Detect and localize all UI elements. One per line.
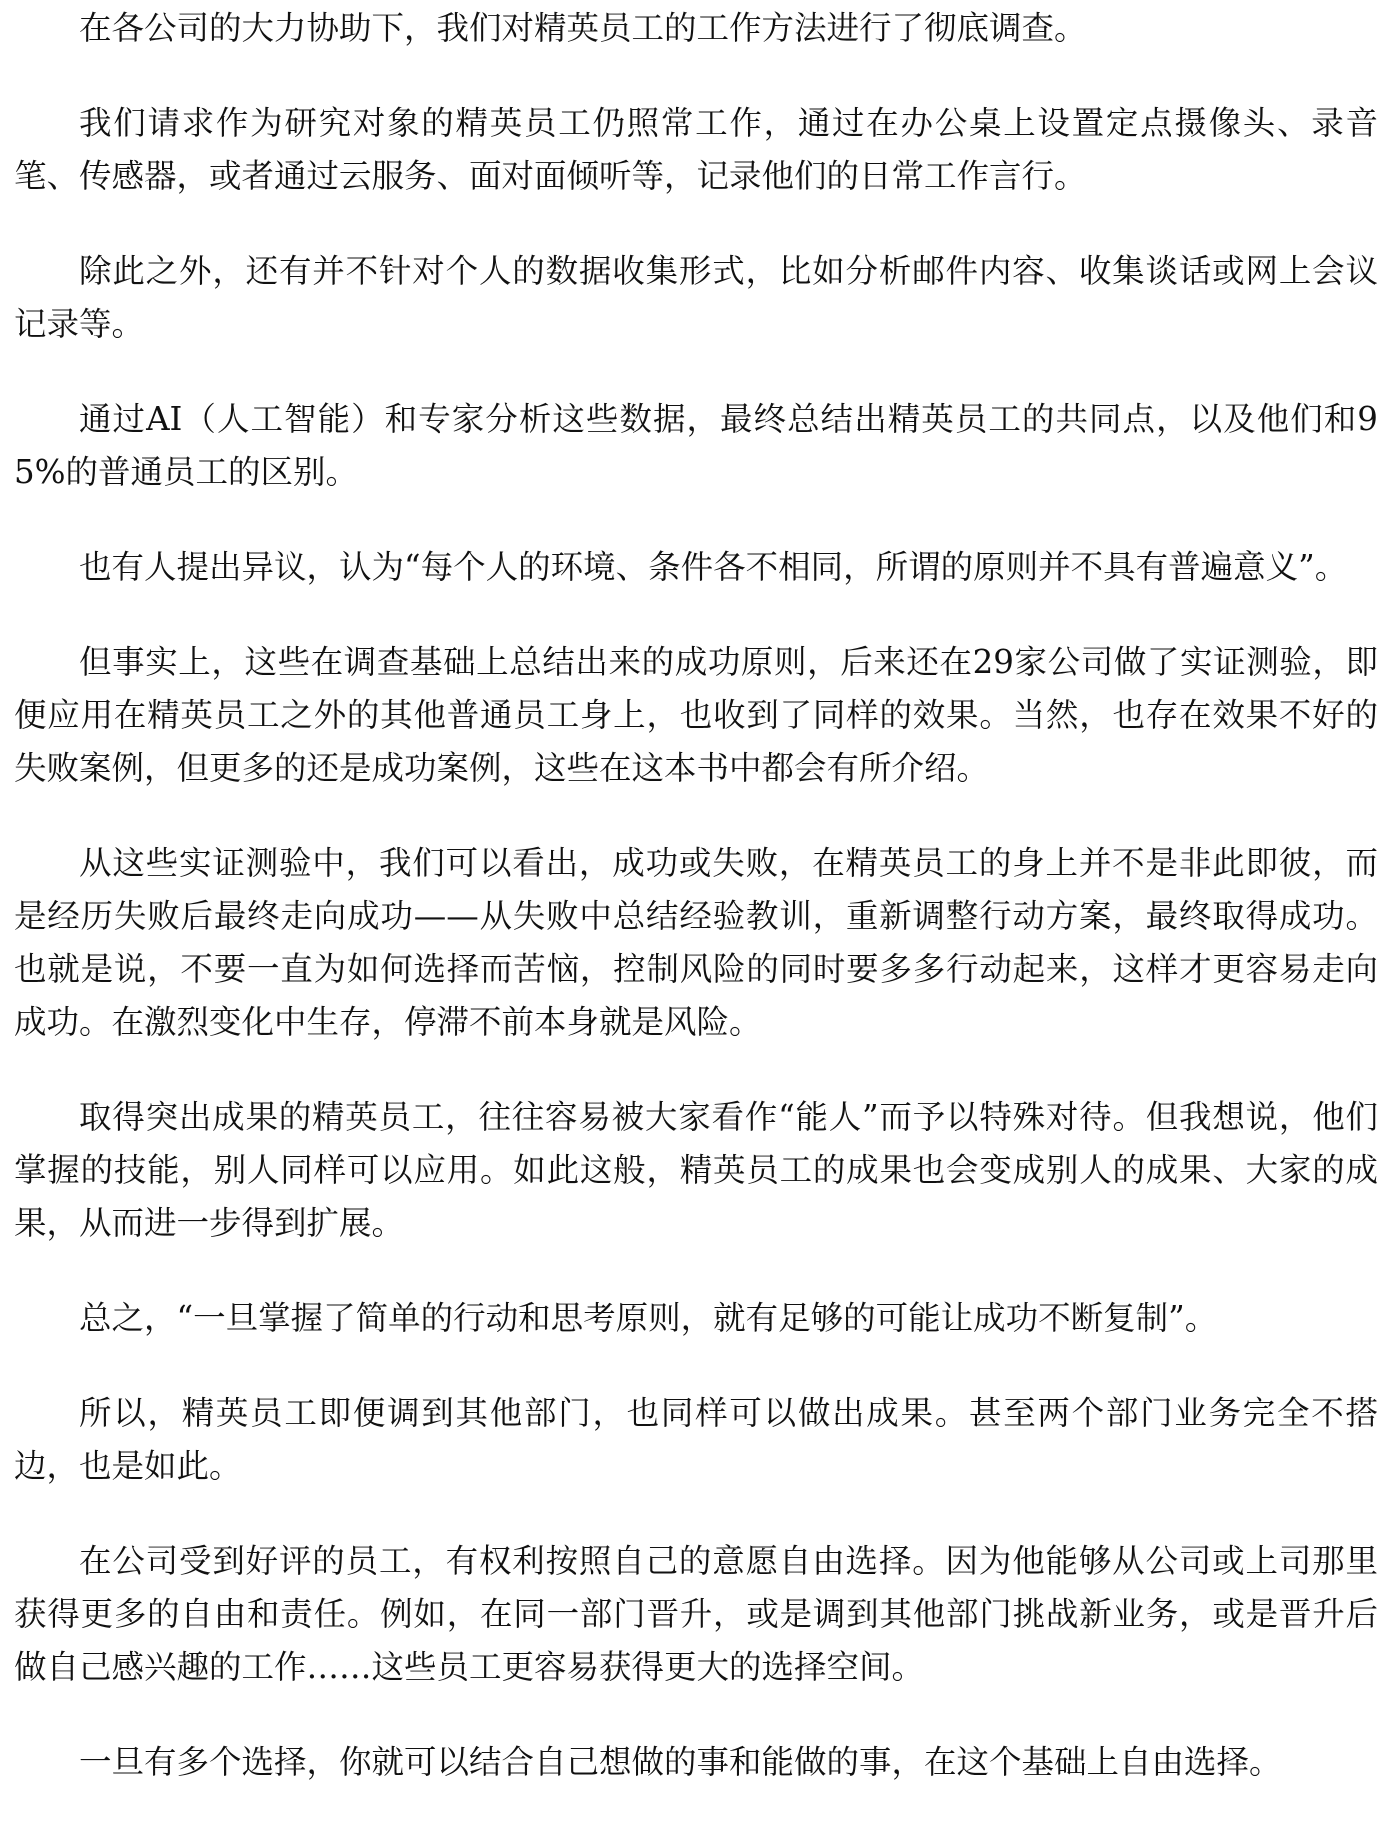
paragraph: 从这些实证测验中，我们可以看出，成功或失败，在精英员工的身上并不是非此即彼，而是经历失败后最终走向成功——从失败中总结经验教训，重新调整行动方案，最终取得成功。也就是说，不要一直为如何选择而苦恼，控制风险的同时要多多行动起来，这样才更容易走向成功。在激烈变化中生存，停滞不前本身就是风险。 [14,844,1378,1041]
paragraph: 我们请求作为研究对象的精英员工仍照常工作，通过在办公桌上设置定点摄像头、录音笔、传感器，或者通过云服务、面对面倾听等，记录他们的日常工作言行。 [14,104,1378,195]
paragraph: 取得突出成果的精英员工，往往容易被大家看作“能人”而予以特殊对待。但我想说，他们掌握的技能，别人同样可以应用。如此这般，精英员工的成果也会变成别人的成果、大家的成果，从而进一步得到扩展。 [14,1098,1378,1242]
paragraph: 一旦有多个选择，你就可以结合自己想做的事和能做的事，在这个基础上自由选择。 [79,1743,1282,1781]
paragraph: 除此之外，还有并不针对个人的数据收集形式，比如分析邮件内容、收集谈话或网上会议记录等。 [14,252,1378,343]
paragraph: 在各公司的大力协助下，我们对精英员工的工作方法进行了彻底调查。 [79,9,1087,47]
paragraph: 也有人提出异议，认为“每个人的环境、条件各不相同，所谓的原则并不具有普遍意义”。 [79,548,1348,586]
paragraph: 在公司受到好评的员工，有权利按照自己的意愿自由选择。因为他能够从公司或上司那里获得更多的自由和责任。例如，在同一部门晋升，或是调到其他部门挑战新业务，或是晋升后做自己感兴趣的工作……这些员工更容易获得更大的选择空间。 [14,1542,1378,1686]
paragraph: 总之，“一旦掌握了简单的行动和思考原则，就有足够的可能让成功不断复制”。 [79,1299,1218,1337]
paragraph: 所以，精英员工即便调到其他部门，也同样可以做出成果。甚至两个部门业务完全不搭边，也是如此。 [14,1394,1378,1485]
paragraph: 通过AI（人工智能）和专家分析这些数据，最终总结出精英员工的共同点，以及他们和95%的普通员工的区别。 [14,400,1378,491]
body-text [14,2,1378,1831]
paragraph: 但事实上，这些在调查基础上总结出来的成功原则，后来还在29家公司做了实证测验，即便应用在精英员工之外的其他普通员工身上，也收到了同样的效果。当然，也存在效果不好的失败案例，但更多的还是成功案例，这些在这本书中都会有所介绍。 [14,643,1378,787]
